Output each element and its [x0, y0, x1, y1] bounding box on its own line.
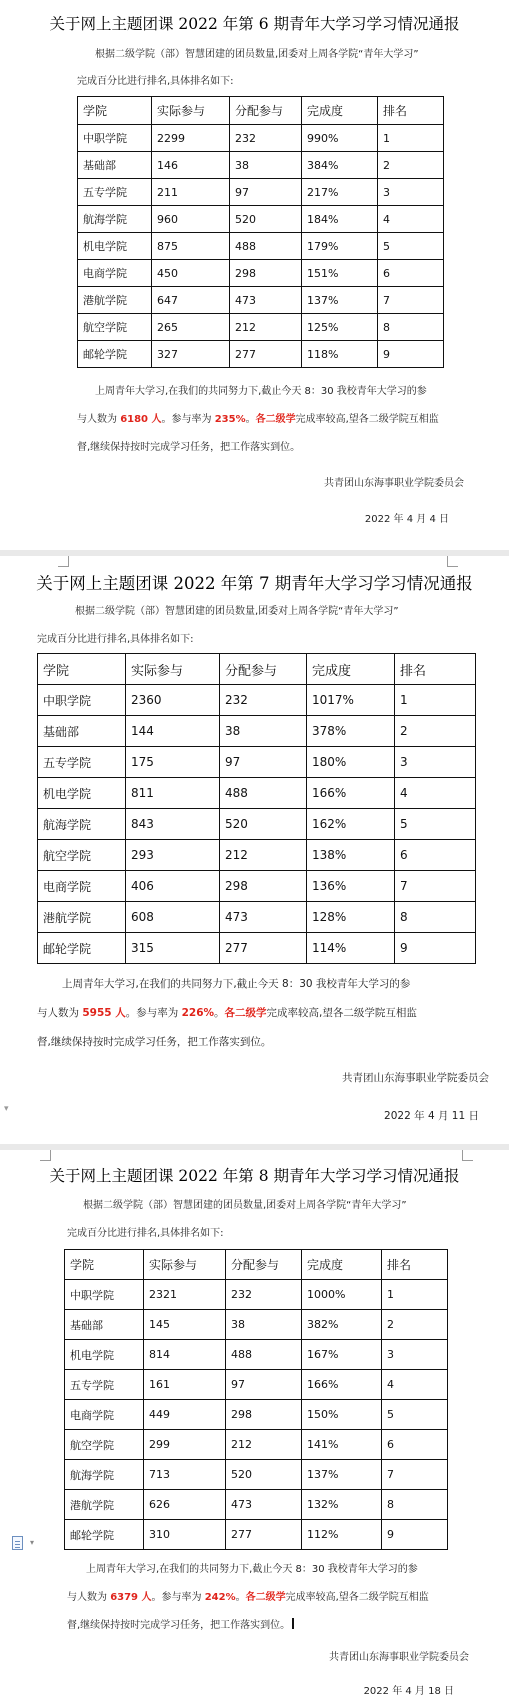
text-cursor-icon [292, 1618, 294, 1629]
table-row: 航海学院 843 520 162% 5 [38, 809, 476, 840]
ranking-table [37, 653, 476, 964]
table-row: 航海学院 960 520 184% 4 [78, 206, 444, 233]
table-row: 五专学院 161 97 166% 4 [65, 1370, 448, 1400]
header-rank: 排名 [378, 97, 444, 125]
summary-line-2: 与人数为 6180 人。参与率为 235%。各二级学完成率较高,望各二级学院互相监 [77, 414, 439, 425]
signature: 共青团山东海事职业学院委员会 [342, 1072, 489, 1084]
ranking-table [64, 1249, 448, 1550]
table-row: 机电学院 875 488 179% 5 [78, 233, 444, 260]
report-date: 2022 年 4 月 4 日 [364, 514, 449, 525]
table-row: 中职学院 2299 232 990% 1 [78, 125, 444, 152]
header-completion: 完成度 [302, 97, 378, 125]
margin-corner-mark [40, 1150, 51, 1161]
intro-line-2: 完成百分比进行排名,具体排名如下: [37, 634, 194, 645]
table-row: 中职学院 2321 232 1000% 1 [65, 1280, 448, 1310]
intro-line-1: 根据二级学院（部）智慧团建的团员数量,团委对上周各学院“青年大学习” [83, 1200, 407, 1211]
header-actual: 实际参与 [126, 654, 220, 685]
summary-line-1: 上周青年大学习,在我们的共同努力下,截止今天 8：30 我校青年大学习的参 [86, 1564, 418, 1575]
intro-line-1: 根据二级学院（部）智慧团建的团员数量,团委对上周各学院“青年大学习” [95, 49, 419, 60]
table-row: 五专学院 211 97 217% 3 [78, 179, 444, 206]
header-college: 学院 [38, 654, 126, 685]
table-row: 中职学院 2360 232 1017% 1 [38, 685, 476, 716]
highlight-text: 各二级学 [224, 1007, 267, 1019]
report-page-2 [0, 556, 509, 1144]
intro-line-2: 完成百分比进行排名,具体排名如下: [77, 76, 234, 87]
ranking-table [77, 96, 444, 368]
table-row: 邮轮学院 327 277 118% 9 [78, 341, 444, 368]
participation-rate: 226% [181, 1007, 215, 1019]
header-assigned: 分配参与 [226, 1250, 302, 1280]
report-title: 关于网上主题团课 2022 年第 6 期青年大学习学习情况通报 [49, 15, 460, 33]
table-row: 航空学院 299 212 141% 6 [65, 1430, 448, 1460]
margin-corner-mark [447, 556, 458, 567]
header-college: 学院 [65, 1250, 144, 1280]
report-title: 关于网上主题团课 2022 年第 8 期青年大学习学习情况通报 [49, 1167, 460, 1185]
highlight-text: 各二级学 [245, 1592, 286, 1603]
summary-line-2: 与人数为 5955 人。参与率为 226%。各二级学完成率较高,望各二级学院互相监 [37, 1007, 417, 1019]
summary-line-3: 督,继续保持按时完成学习任务，把工作落实到位。 [77, 442, 301, 453]
table-row: 电商学院 450 298 151% 6 [78, 260, 444, 287]
header-college: 学院 [78, 97, 152, 125]
table-row: 基础部 146 38 384% 2 [78, 152, 444, 179]
summary-line-2: 与人数为 6379 人。参与率为 242%。各二级学完成率较高,望各二级学院互相监 [67, 1592, 429, 1603]
table-row: 机电学院 811 488 166% 4 [38, 778, 476, 809]
table-row: 港航学院 608 473 128% 8 [38, 902, 476, 933]
header-actual: 实际参与 [152, 97, 230, 125]
intro-line-1: 根据二级学院（部）智慧团建的团员数量,团委对上周各学院“青年大学习” [75, 606, 399, 617]
margin-corner-mark [58, 556, 69, 567]
header-rank: 排名 [382, 1250, 448, 1280]
report-page-1 [0, 0, 509, 550]
table-row: 邮轮学院 315 277 114% 9 [38, 933, 476, 964]
summary-line-1: 上周青年大学习,在我们的共同努力下,截止今天 8：30 我校青年大学习的参 [95, 386, 427, 397]
header-actual: 实际参与 [144, 1250, 226, 1280]
report-page-3 [0, 1150, 509, 1697]
table-row: 电商学院 449 298 150% 5 [65, 1400, 448, 1430]
summary-line-3: 督,继续保持按时完成学习任务，把工作落实到位。 [37, 1036, 272, 1048]
header-completion: 完成度 [302, 1250, 382, 1280]
dropdown-caret-icon[interactable]: ▾ [30, 1538, 35, 1547]
table-row: 基础部 145 38 382% 2 [65, 1310, 448, 1340]
summary-line-3[interactable]: 督,继续保持按时完成学习任务，把工作落实到位。 [67, 1616, 294, 1631]
report-title: 关于网上主题团课 2022 年第 7 期青年大学习学习情况通报 [36, 574, 473, 593]
participant-count: 6379 人 [110, 1592, 152, 1603]
header-rank: 排名 [395, 654, 476, 685]
table-row: 港航学院 647 473 137% 7 [78, 287, 444, 314]
table-row: 五专学院 175 97 180% 3 [38, 747, 476, 778]
signature: 共青团山东海事职业学院委员会 [324, 478, 464, 489]
header-assigned: 分配参与 [220, 654, 307, 685]
participation-rate: 235% [214, 414, 246, 425]
participation-rate: 242% [204, 1592, 236, 1603]
table-row: 航海学院 713 520 137% 7 [65, 1460, 448, 1490]
collapse-caret-icon[interactable]: ▾ [4, 1104, 9, 1114]
document-icon[interactable] [12, 1536, 23, 1550]
margin-corner-mark [462, 1150, 473, 1161]
participant-count: 5955 人 [82, 1007, 126, 1019]
header-completion: 完成度 [307, 654, 395, 685]
highlight-text: 各二级学 [255, 414, 296, 425]
table-row: 航空学院 293 212 138% 6 [38, 840, 476, 871]
table-row: 电商学院 406 298 136% 7 [38, 871, 476, 902]
intro-line-2: 完成百分比进行排名,具体排名如下: [67, 1228, 224, 1239]
participant-count: 6180 人 [120, 414, 162, 425]
report-date: 2022 年 4 月 18 日 [363, 1686, 454, 1697]
table-row: 航空学院 265 212 125% 8 [78, 314, 444, 341]
table-row: 机电学院 814 488 167% 3 [65, 1340, 448, 1370]
header-assigned: 分配参与 [230, 97, 302, 125]
table-row: 基础部 144 38 378% 2 [38, 716, 476, 747]
signature: 共青团山东海事职业学院委员会 [329, 1652, 469, 1663]
report-date: 2022 年 4 月 11 日 [384, 1110, 479, 1122]
table-row: 邮轮学院 310 277 112% 9 [65, 1520, 448, 1550]
table-row: 港航学院 626 473 132% 8 [65, 1490, 448, 1520]
summary-line-1: 上周青年大学习,在我们的共同努力下,截止今天 8：30 我校青年大学习的参 [62, 978, 411, 990]
